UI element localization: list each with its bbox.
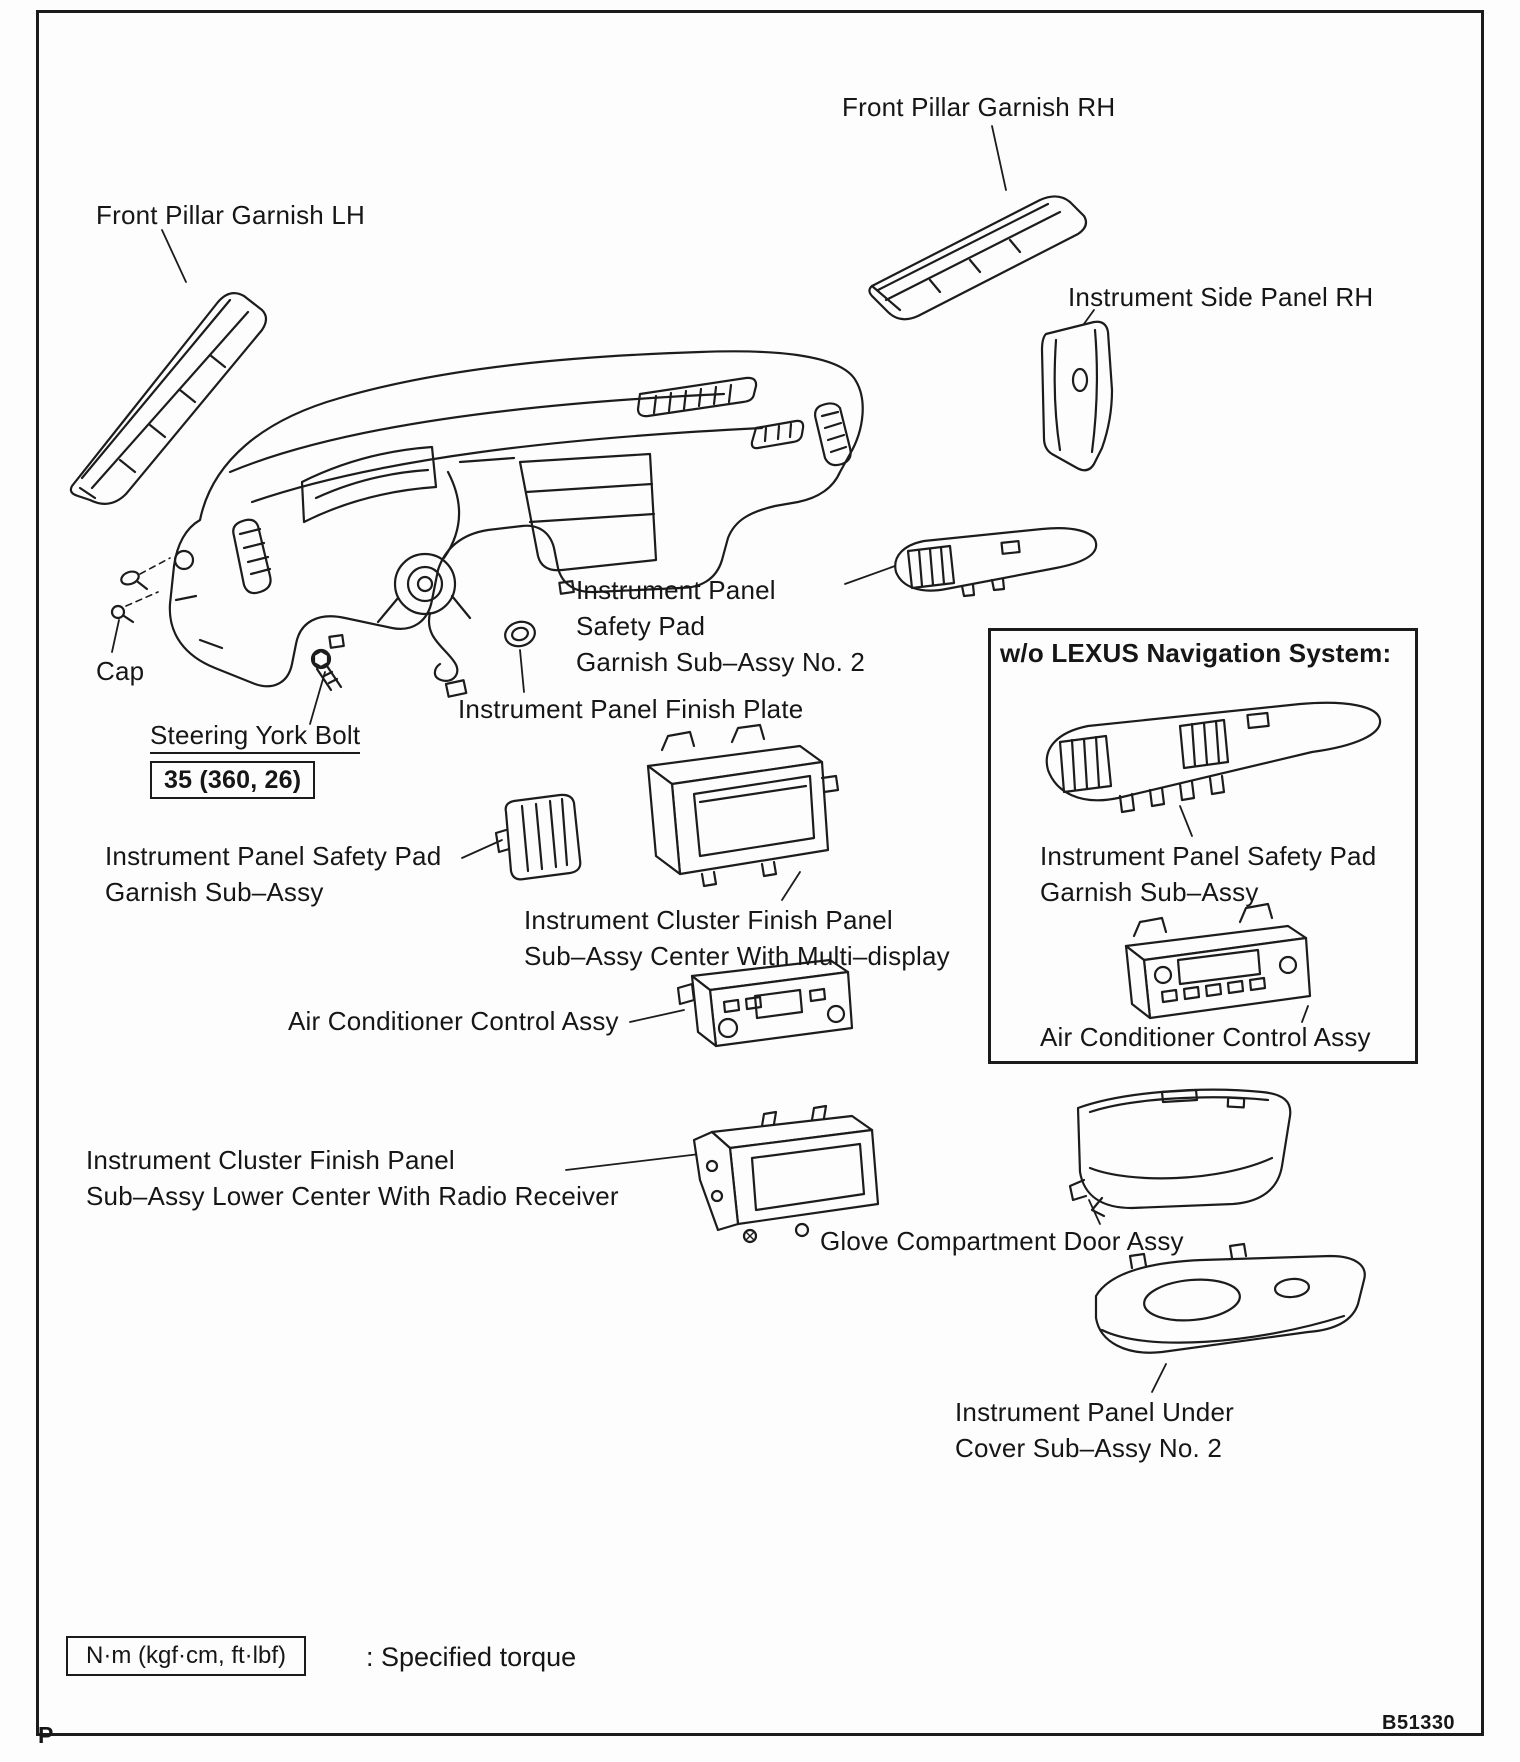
label-glove-door: Glove Compartment Door Assy <box>820 1226 1184 1256</box>
label-cap: Cap <box>96 656 145 686</box>
cluster-lower-part <box>694 1106 878 1242</box>
garnish-vent-part <box>496 795 580 879</box>
label-under-cover <box>955 1394 1234 1466</box>
front-pillar-garnish-rh-part <box>869 196 1086 319</box>
label-under-cover-line2: Cover Sub–Assy No. 2 <box>955 1433 1223 1463</box>
label-cluster-lower <box>86 1142 619 1214</box>
label-instrument-side-panel-rh: Instrument Side Panel RH <box>1068 282 1374 312</box>
nav-box-title: w/o LEXUS Navigation System: <box>1000 638 1392 668</box>
label-nav-ac-control: Air Conditioner Control Assy <box>1040 1022 1371 1052</box>
garnish-no2-part <box>895 528 1096 596</box>
label-under-cover-line1: Instrument Panel Under <box>955 1397 1234 1427</box>
label-cluster-center <box>524 902 950 974</box>
label-garnish-no2-line3: Garnish Sub–Assy No. 2 <box>576 647 866 677</box>
label-garnish-sub-assy-line2: Garnish Sub–Assy <box>105 877 324 907</box>
label-garnish-no2-line2: Safety Pad <box>576 611 706 641</box>
under-cover-part <box>1096 1244 1365 1353</box>
label-cluster-lower-line1: Instrument Cluster Finish Panel <box>86 1145 455 1175</box>
finish-plate-part <box>502 619 537 650</box>
label-steering-york-bolt: Steering York Bolt <box>150 720 360 754</box>
corner-letter: P <box>38 1722 54 1748</box>
label-nav-garnish-line2: Garnish Sub–Assy <box>1040 877 1259 907</box>
label-front-pillar-garnish-lh: Front Pillar Garnish LH <box>96 200 366 230</box>
cap-part <box>112 558 170 622</box>
label-steering-york-bolt-group <box>150 720 360 799</box>
label-garnish-no2-line1: Instrument Panel <box>576 575 776 605</box>
label-cluster-center-line2: Sub–Assy Center With Multi–display <box>524 941 950 971</box>
label-ac-control: Air Conditioner Control Assy <box>288 1006 619 1036</box>
york-bolt-part <box>312 650 341 690</box>
label-cluster-center-line1: Instrument Cluster Finish Panel <box>524 905 893 935</box>
torque-unit-box: N·m (kgf·cm, ft·lbf) <box>66 1636 306 1676</box>
label-finish-plate: Instrument Panel Finish Plate <box>458 694 804 724</box>
label-front-pillar-garnish-rh: Front Pillar Garnish RH <box>842 92 1116 122</box>
cluster-center-part <box>648 725 838 886</box>
instrument-side-panel-rh-part <box>1042 322 1112 471</box>
glove-door-part <box>1070 1090 1290 1216</box>
label-cluster-lower-line2: Sub–Assy Lower Center With Radio Receiver <box>86 1181 619 1211</box>
figure-code: B51330 <box>1382 1712 1456 1734</box>
label-nav-garnish <box>1040 838 1376 910</box>
torque-note: : Specified torque <box>366 1642 577 1672</box>
label-garnish-sub-assy <box>105 838 441 910</box>
steering-york-bolt-torque-value: 35 (360, 26) <box>150 761 315 799</box>
label-nav-garnish-line1: Instrument Panel Safety Pad <box>1040 841 1377 871</box>
label-garnish-no2 <box>576 572 865 680</box>
label-garnish-sub-assy-line1: Instrument Panel Safety Pad <box>105 841 442 871</box>
